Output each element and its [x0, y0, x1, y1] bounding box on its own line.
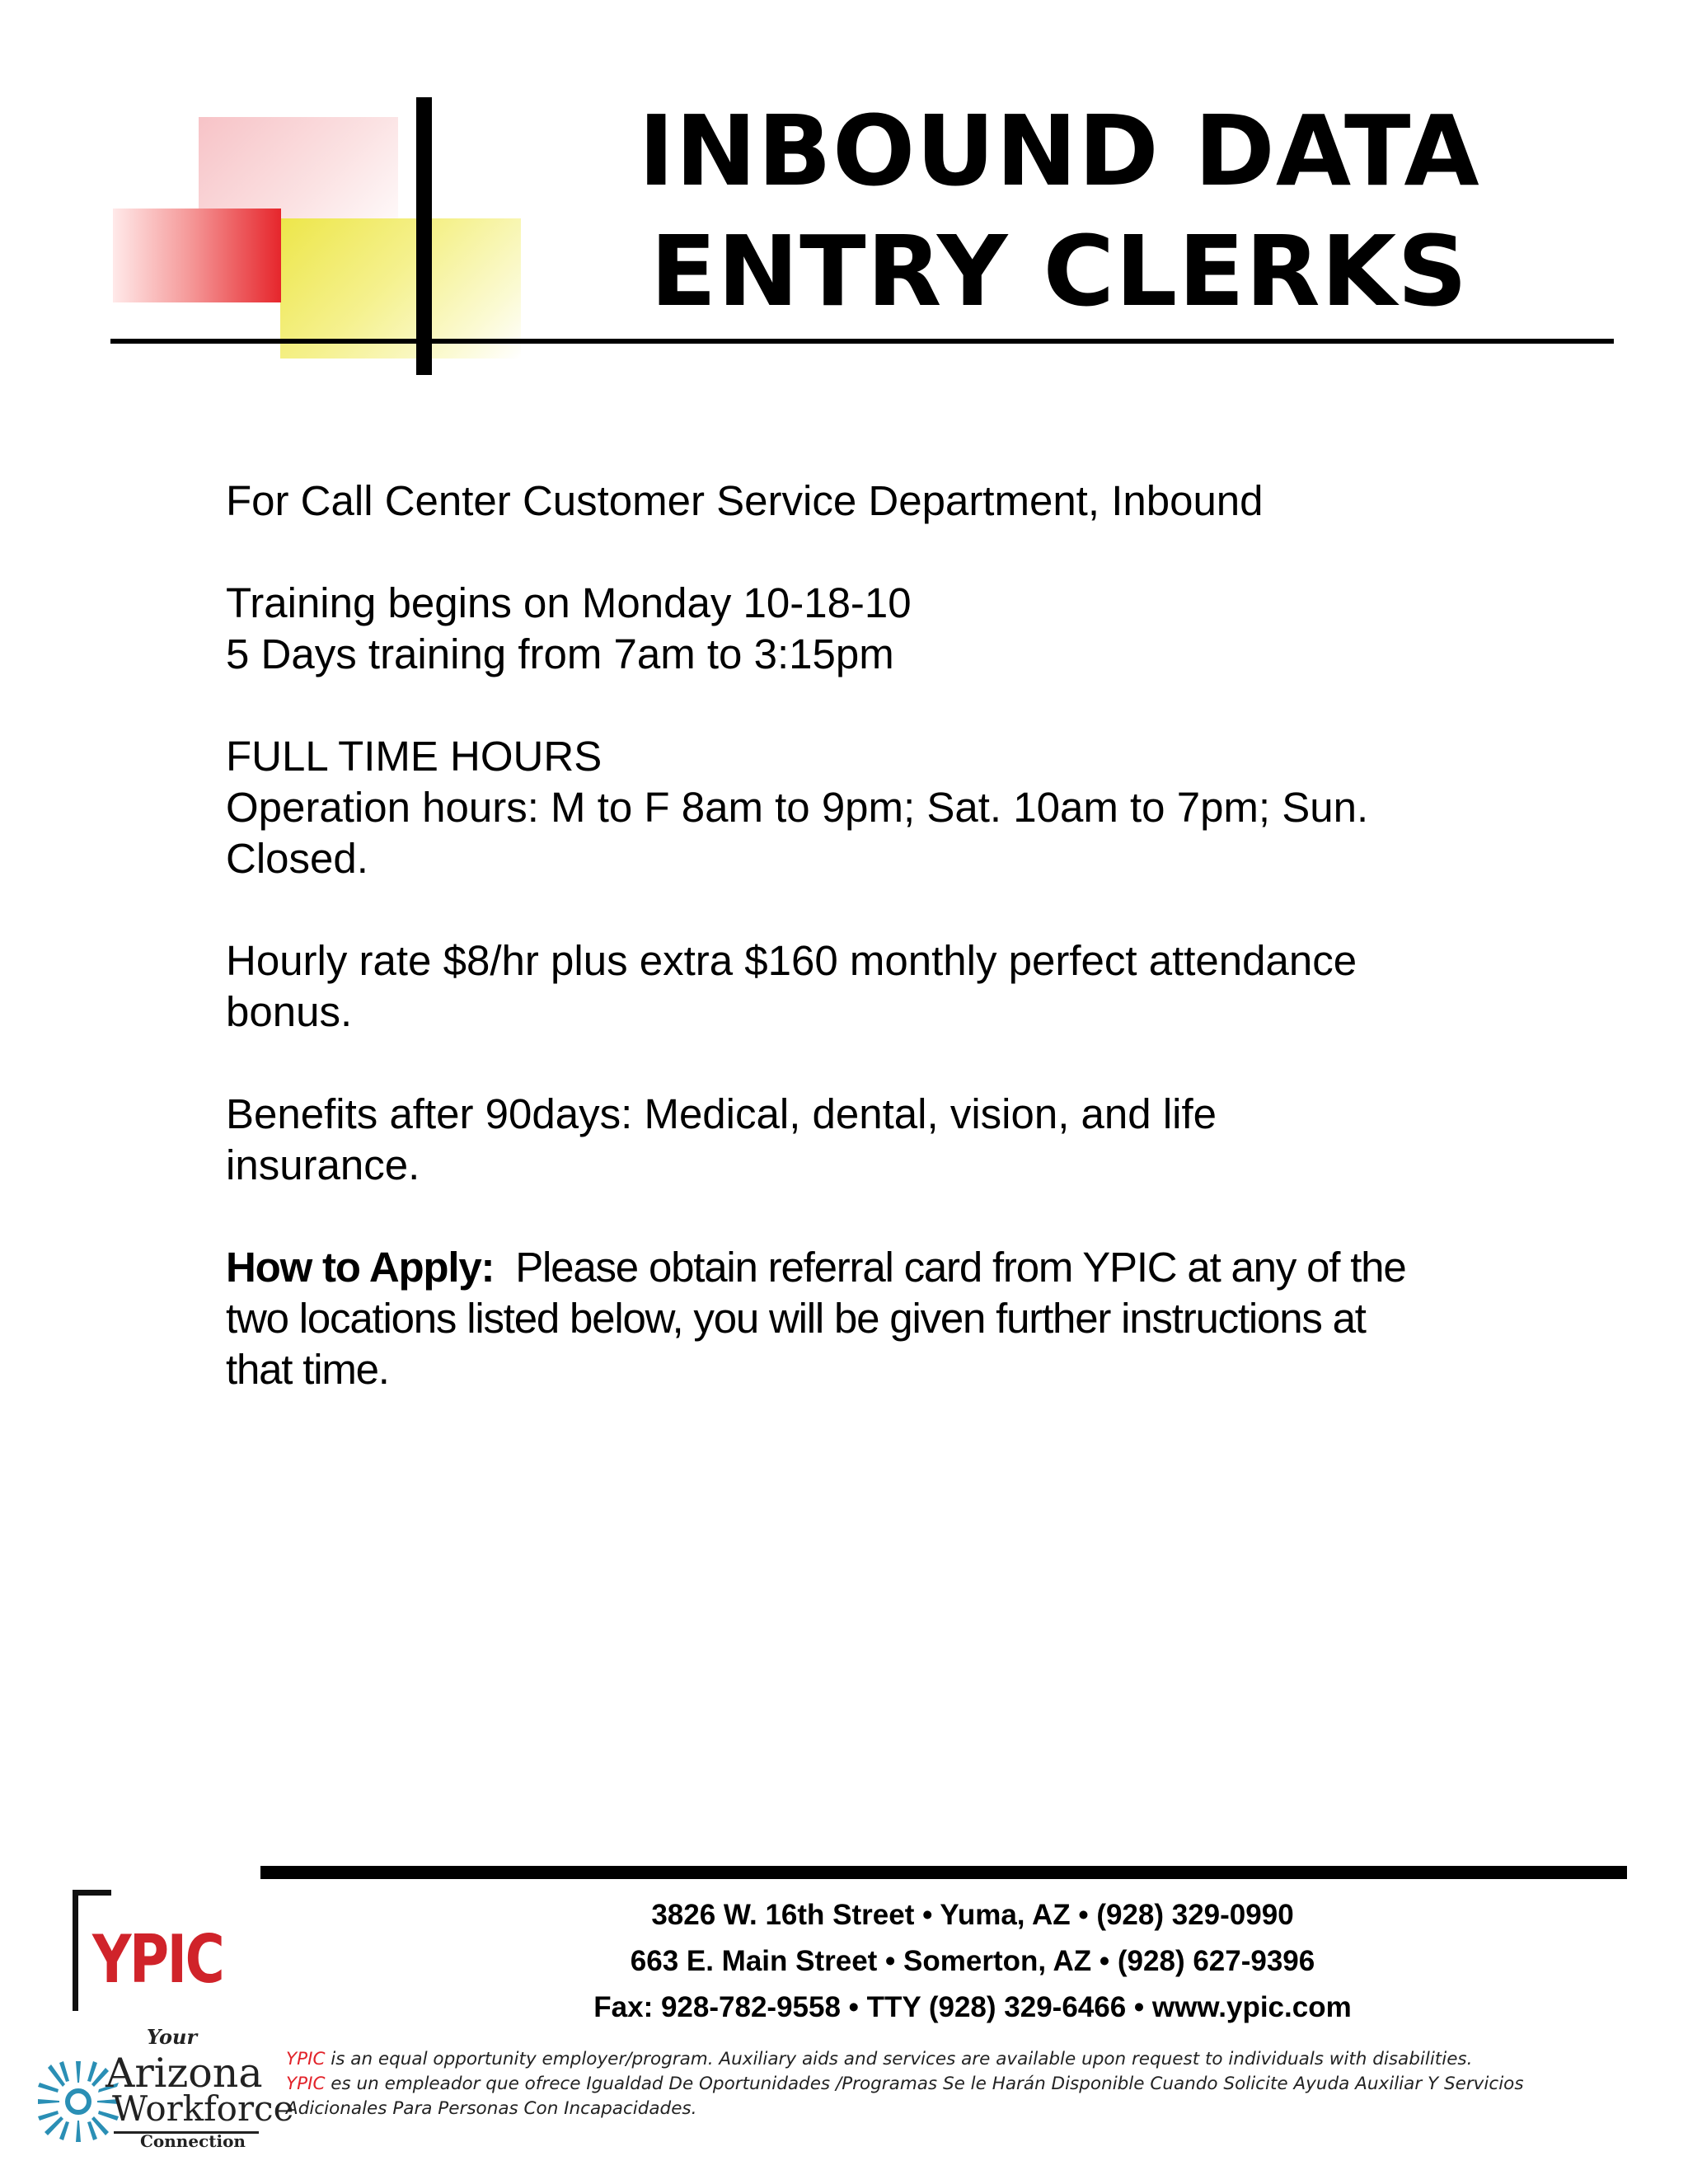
logo-brand-text: YPIC: [92, 1921, 223, 1998]
department-paragraph: [226, 476, 1495, 527]
apply-label: How to Apply:: [226, 1244, 495, 1291]
benefits-paragraph: [226, 1089, 1495, 1191]
logo-arizona-text: Arizona: [106, 2050, 263, 2097]
footer-divider: [260, 1866, 1627, 1879]
apply-line-3: that time.: [226, 1346, 389, 1393]
decorative-red-square: [113, 209, 281, 302]
operation-hours-line-2: Closed.: [226, 835, 368, 882]
address-somerton: 663 E. Main Street • Somerton, AZ • (928) 627-9396: [630, 1945, 1315, 1977]
rate-line-1: Hourly rate $8/hr plus extra $160 monthly perfect attendance: [226, 937, 1357, 984]
job-description: [226, 476, 1495, 1446]
disclaimer-english: [286, 2047, 1638, 2072]
hours-heading: FULL TIME HOURS: [226, 733, 603, 780]
rate-paragraph: [226, 935, 1495, 1038]
apply-paragraph: [226, 1242, 1495, 1395]
header-divider: [110, 339, 1614, 344]
logo-your-text: Your: [147, 2025, 198, 2049]
disclaimer-spanish: [286, 2072, 1638, 2097]
apply-line-2: two locations listed below, you will be given further instructions at: [226, 1295, 1366, 1342]
disclaimer-es-org: YPIC: [286, 2074, 326, 2094]
title-line-2: ENTRY CLERKS: [649, 214, 1469, 328]
benefits-line-2: insurance.: [226, 1141, 420, 1188]
ypic-logo: [33, 1883, 294, 2155]
disclaimer-spanish-line-2: Adicionales Para Personas Con Incapacidades.: [286, 2098, 697, 2119]
benefits-line-1: Benefits after 90days: Medical, dental, vision, and life: [226, 1090, 1217, 1137]
contact-line: Fax: 928-782-9558 • TTY (928) 329-6466 • www.ypic.com: [593, 1991, 1352, 2023]
disclaimer-es-text: es un empleador que ofrece Igualdad De Oportunidades /Programas Se le Harán Disponible Cuando Solicite Ayuda Auxiliar Y Servicios: [325, 2074, 1524, 2094]
disclaimer-en-org: YPIC: [286, 2049, 326, 2069]
operation-hours-line-1: Operation hours: M to F 8am to 9pm; Sat. 10am to 7pm; Sun.: [226, 784, 1369, 831]
address-yuma: 3826 W. 16th Street • Yuma, AZ • (928) 329-0990: [651, 1899, 1294, 1931]
eeo-disclaimer: [286, 2047, 1638, 2121]
header-vertical-bar: [416, 97, 432, 375]
logo-connection-text: Connection: [140, 2131, 246, 2151]
apply-line-1: [226, 1242, 1495, 1293]
hours-paragraph: [226, 731, 1495, 884]
logo-workforce-text: Workforce: [112, 2088, 294, 2129]
training-paragraph: [226, 578, 1495, 680]
training-start-text: Training begins on Monday 10-18-10: [226, 579, 912, 626]
footer-addresses: [478, 1892, 1467, 2031]
department-text: For Call Center Customer Service Department, Inbound: [226, 477, 1264, 524]
disclaimer-en-text: is an equal opportunity employer/program. Auxiliary aids and services are available upon request to individuals with disabilities.: [325, 2049, 1473, 2069]
apply-text-1: Please obtain referral card from YPIC at any of the: [494, 1244, 1406, 1291]
training-days-text: 5 Days training from 7am to 3:15pm: [226, 630, 894, 677]
rate-line-2: bonus.: [226, 988, 353, 1035]
decorative-yellow-square: [280, 218, 521, 359]
page-title: [577, 91, 1541, 331]
title-line-1: INBOUND DATA: [638, 94, 1480, 208]
